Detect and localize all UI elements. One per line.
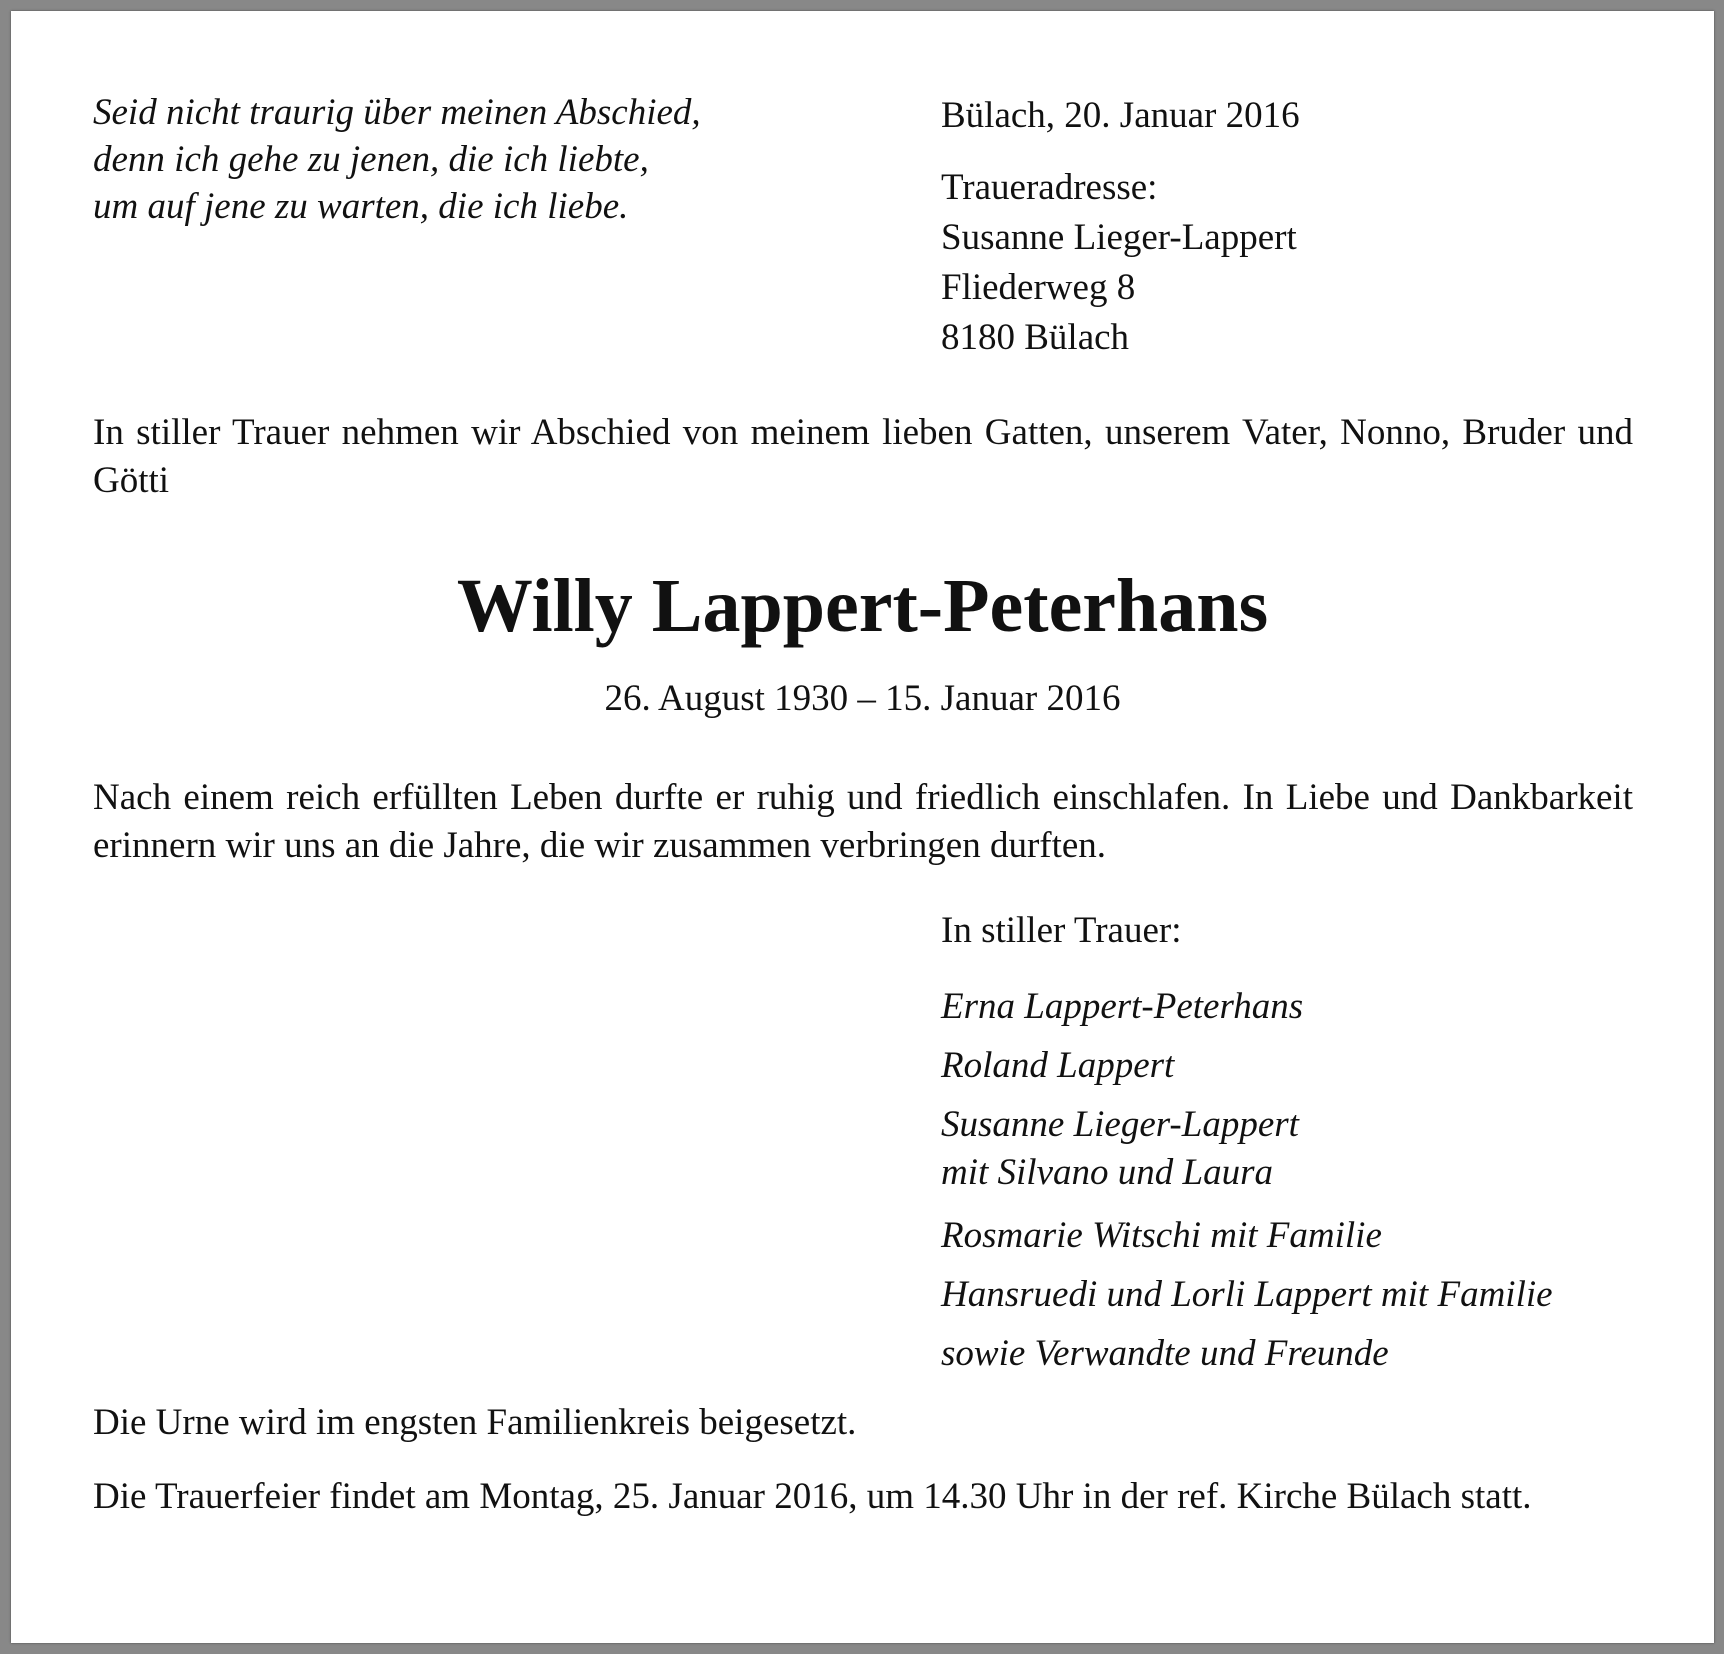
quote-line: denn ich gehe zu jenen, die ich liebte, <box>93 139 649 180</box>
urn-note: Die Urne wird im engsten Familienkreis beigesetzt. <box>93 1402 857 1443</box>
closing-paragraph: Nach einem reich erfüllten Leben durfte er ruhig und friedlich einschlafen. In Liebe und Dankbarkeit erinnern wir uns an die Jahre, die wir zusammen verbringen durften. <box>93 777 1633 866</box>
mourner-entry <box>941 1212 1382 1260</box>
mourner-line: Hansruedi und Lorli Lappert mit Familie <box>941 1274 1553 1315</box>
mourner-entry <box>941 1330 1389 1378</box>
mourning-address-street: Fliederweg 8 <box>941 267 1136 308</box>
deceased-name: Willy Lappert-Peterhans <box>456 564 1269 648</box>
mourner-entry <box>941 1101 1299 1197</box>
intro-paragraph: In stiller Trauer nehmen wir Abschied von meinem lieben Gatten, unserem Vater, Nonno, Bruder und Götti <box>93 412 1633 501</box>
mourners-heading: In stiller Trauer: <box>941 910 1182 951</box>
mourner-line: Rosmarie Witschi mit Familie <box>941 1215 1382 1256</box>
mourning-address-name: Susanne Lieger-Lappert <box>941 217 1297 258</box>
lifespan-dates: 26. August 1930 – 15. Januar 2016 <box>604 678 1121 719</box>
mourner-line: mit Silvano und Laura <box>941 1152 1273 1193</box>
mourning-address-label: Traueradresse: <box>941 167 1158 208</box>
mourning-address-city: 8180 Bülach <box>941 317 1130 358</box>
quote-line: um auf jene zu warten, die ich liebe. <box>93 186 629 227</box>
mourner-entry <box>941 1042 1174 1090</box>
ceremony-note: Die Trauerfeier findet am Montag, 25. Januar 2016, um 14.30 Uhr in der ref. Kirche Bülach statt. <box>93 1476 1532 1517</box>
mourner-entry <box>941 983 1303 1031</box>
obituary-page <box>11 11 1714 1643</box>
mourner-entry <box>941 1271 1553 1319</box>
place-date: Bülach, 20. Januar 2016 <box>941 95 1300 136</box>
mourner-line: Roland Lappert <box>941 1045 1175 1086</box>
mourner-line: sowie Verwandte und Freunde <box>941 1333 1389 1374</box>
mourner-line: Erna Lappert-Peterhans <box>941 986 1304 1027</box>
opening-quote <box>93 89 853 230</box>
quote-line: Seid nicht traurig über meinen Abschied, <box>93 92 701 133</box>
mourner-line: Susanne Lieger-Lappert <box>941 1104 1299 1145</box>
mourning-address <box>941 163 1701 363</box>
